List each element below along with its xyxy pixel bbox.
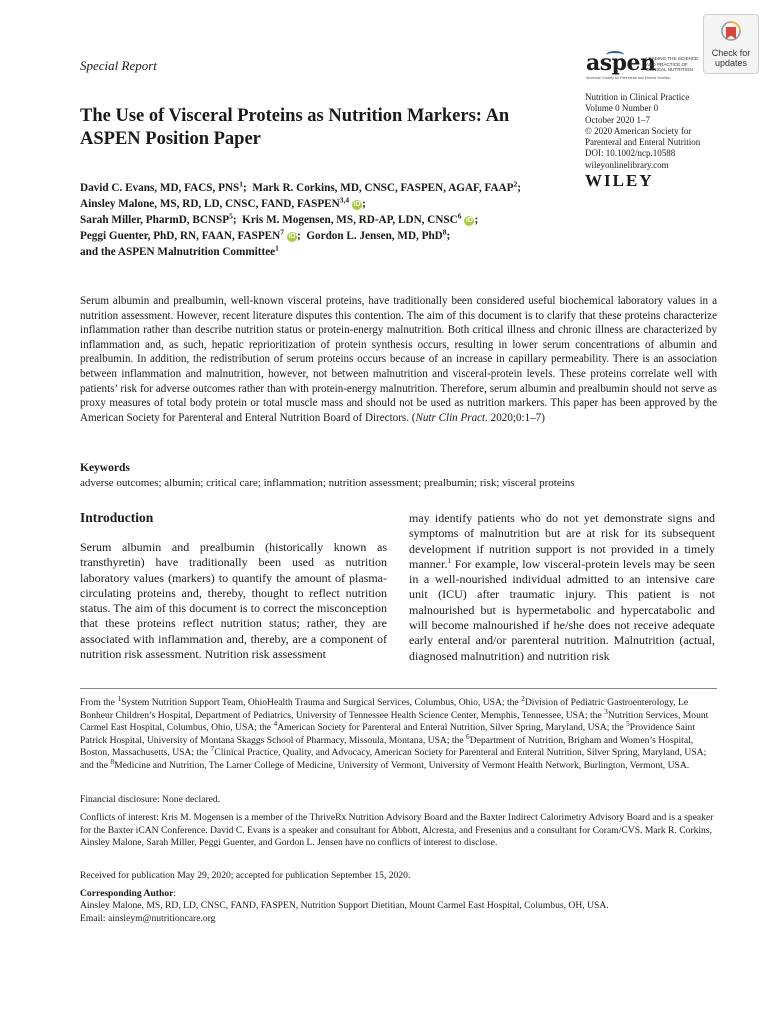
journal-copyright-2: Parenteral and Enteral Nutrition (585, 137, 701, 148)
author-name: David C. Evans, MD, FACS, PNS (80, 182, 240, 194)
paper-title: The Use of Visceral Proteins as Nutrition Markers: An ASPEN Position Paper (80, 106, 510, 149)
author-name: Mark R. Corkins, MD, CNSC, FASPEN, AGAF, FAAP (252, 182, 514, 194)
journal-volume: Volume 0 Number 0 (585, 103, 659, 114)
article-type-label: Special Report (80, 58, 157, 73)
orcid-icon[interactable]: iD (353, 201, 361, 208)
introduction-right-column: may identify patients who do not yet demonstrate signs and symptoms of malnutrition but are at risk for its subsequent development if nutrition support is not provided in a timely manner.$^1$ For example, low visceral-protein levels may be seen in a well-nourished individual admitted to an intensive care unit (ICU) after traumatic injury. This patient is not malnourished but is hypermetabolic and hypercatabolic and will become malnourished if he/she does not receive adequate early enteral and/or parenteral nutrition. Malnutrition (actual, diagnosed malnutrition) and nutrition risk (409, 511, 715, 663)
journal-date-pages: October 2020 1–7 (585, 114, 650, 125)
journal-name: Nutrition in Clinical Practice (585, 92, 690, 102)
conflicts-of-interest: Conflicts of interest: Kris M. Mogensen is a member of the ThriveRx Nutrition Advisory Board and the Baxter Indirect Calorimetry Advisory Board and is a speaker for the Baxter iCAN Conference. David C. Evans is a speaker and consultant for Abbott, Alcresta, and Fresenius and a consultant for Coram/CVS. Mark R. Corkins, Ainsley Malone, Sarah Miller, Peggi Guenter, and Gordon L. Jensen have no conflicts of interest to disclose. (80, 812, 714, 849)
publisher-logo: WILEY (585, 171, 654, 190)
abstract: Serum albumin and prealbumin, well-known visceral proteins, have traditionally been considered useful biochemical laboratory values in a nutrition assessment. However, recent literature disputes this contention. The aim of this document is to clarify that these proteins characterize inflammation rather than describe nutrition status or protein-energy malnutrition. Both critical illness and chronic illness are characterized by inflammation and, as such, hepatic reprioritization of protein synthesis occurs, resulting in lower serum concentrations of albumin and prealbumin. In addition, the redistribution of serum proteins occurs because of an increase in capillary permeability. There is an association between inflammation and malnutrition, however, not between malnutrition and visceral-protein levels. These proteins correlate well with patients’ risk for adverse outcomes rather than with protein-energy malnutrition. Therefore, serum albumin and prealbumin should not serve as proxy measures of total body protein or total muscle mass and should not be used as nutrition markers. This paper has been approved by the American Society for Parenteral and Enteral Nutrition Board of Directors. (Nutr Clin Pract. 2020;0:1–7) (80, 295, 717, 424)
logo-tagline: LEADING THE SCIENCE AND PRACTICE OF CLINICAL NUTRITION (646, 56, 699, 73)
logo-subline: American Society for Parenteral and Enteral Nutrition (586, 76, 671, 80)
publication-dates: Received for publication May 29, 2020; accepted for publication September 15, 2020. (80, 870, 411, 881)
financial-disclosure: Financial disclosure: None declared. (80, 794, 221, 805)
author-name: Sarah Miller, PharmD, BCNSP (80, 214, 230, 226)
reference-marker[interactable]: 1 (447, 555, 452, 565)
corresponding-author-details (80, 900, 717, 925)
introduction-left-column: Serum albumin and prealbumin (historically known as transthyretin) have traditionally been used as nutrition laboratory values (markers) to quantify the amount of plasma-circulating proteins and, thereby, thought to reflect nutrition status. The aim of this document is to correct the misconception that these proteins reflect nutrition status; rather, they are associated with inflammation and, thereby, are a component of nutrition risk assessment. Nutrition risk assessment (80, 540, 387, 662)
journal-website[interactable]: wileyonlinelibrary.com (585, 159, 669, 170)
author-name: and the ASPEN Malnutrition Committee (80, 246, 276, 258)
logo-wordmark: aspen (586, 50, 656, 76)
aspen-logo (586, 50, 706, 80)
author-list: David C. Evans, MD, FACS, PNS$^1$; Mark R. Corkins, MD, CNSC, FASPEN, AGAF, FAAP$^2$; Ainsley Malone, MS, RD, LD, CNSC, FAND, FASPEN$^{3,4}$iD ; Sarah Miller, PharmD, BCNSP$^5$; Kris M. Mogensen, MS, RD-AP, LDN, CNSC$^6$iD ; Peggi Guenter, PhD, RN, FAAN, FASPEN$^7$iD ; Gordon L. Jensen, MD, PhD$^8$; and the ASPEN Malnutrition Committee$^1$ (80, 179, 524, 258)
footnote-divider (80, 688, 717, 689)
corresponding-author-heading: Corresponding Author: (80, 888, 177, 899)
citation-journal: Nutr Clin Pract. (415, 411, 488, 424)
corresponding-author-email[interactable]: Email: ainsleym@nutritioncare.org (80, 912, 216, 924)
check-updates-icon (721, 21, 741, 43)
orcid-icon[interactable]: iD (288, 233, 296, 240)
author-name: Gordon L. Jensen, MD, PhD (306, 230, 443, 242)
author-name: Ainsley Malone, MS, RD, LD, CNSC, FAND, FASPEN (80, 198, 340, 210)
orcid-icon[interactable]: iD (465, 217, 473, 224)
keywords-heading: Keywords (80, 462, 130, 474)
affiliations-footnote: From the $^1$System Nutrition Support Team, OhioHealth Trauma and Surgical Services, Columbus, Ohio, USA; the $^2$Division of Pediatric Gastroenterology, Le Bonheur Children’s Hospital, Department of Pediatrics, University of Tennessee Health Science Center, Memphis, Tennessee, USA; the $^3$Nutrition Services, Mount Carmel East Hospital, Columbus, Ohio, USA; the $^4$American Society for Parenteral and Enteral Nutrition, Silver Spring, Maryland, USA; the $^5$Providence Saint Patrick Hospital, University of Montana Skaggs School of Pharmacy, Missoula, Montana, USA; the $^6$Department of Nutrition, Brigham and Women’s Hospital, Boston, Massachusetts, USA; the $^7$Clinical Practice, Quality, and Advocacy, American Society for Parenteral and Enteral Nutrition, Silver Spring, Maryland, USA; and the $^8$Medicine and Nutrition, The Larner College of Medicine, University of Vermont, University of Vermont Health Network, Burlington, Vermont, USA. (80, 693, 709, 771)
journal-info (585, 92, 735, 171)
corresponding-author-name: Ainsley Malone, MS, RD, LD, CNSC, FAND, FASPEN, Nutrition Support Dietitian, Mount Carmel East Hospital, Columbus, OH, USA. (80, 900, 609, 911)
journal-doi[interactable]: DOI: 10.1002/ncp.10588 (585, 148, 676, 159)
check-for-updates-button[interactable] (703, 14, 759, 74)
author-name: Peggi Guenter, PhD, RN, FAAN, FASPEN (80, 230, 281, 242)
journal-copyright-1: © 2020 American Society for (585, 125, 692, 136)
check-updates-label: Check for updates (711, 48, 751, 68)
keywords-list: adverse outcomes; albumin; critical care; inflammation; nutrition assessment; prealbumin; risk; visceral proteins (80, 477, 575, 489)
author-name: Kris M. Mogensen, MS, RD-AP, LDN, CNSC (242, 214, 458, 226)
introduction-heading: Introduction (80, 510, 154, 525)
